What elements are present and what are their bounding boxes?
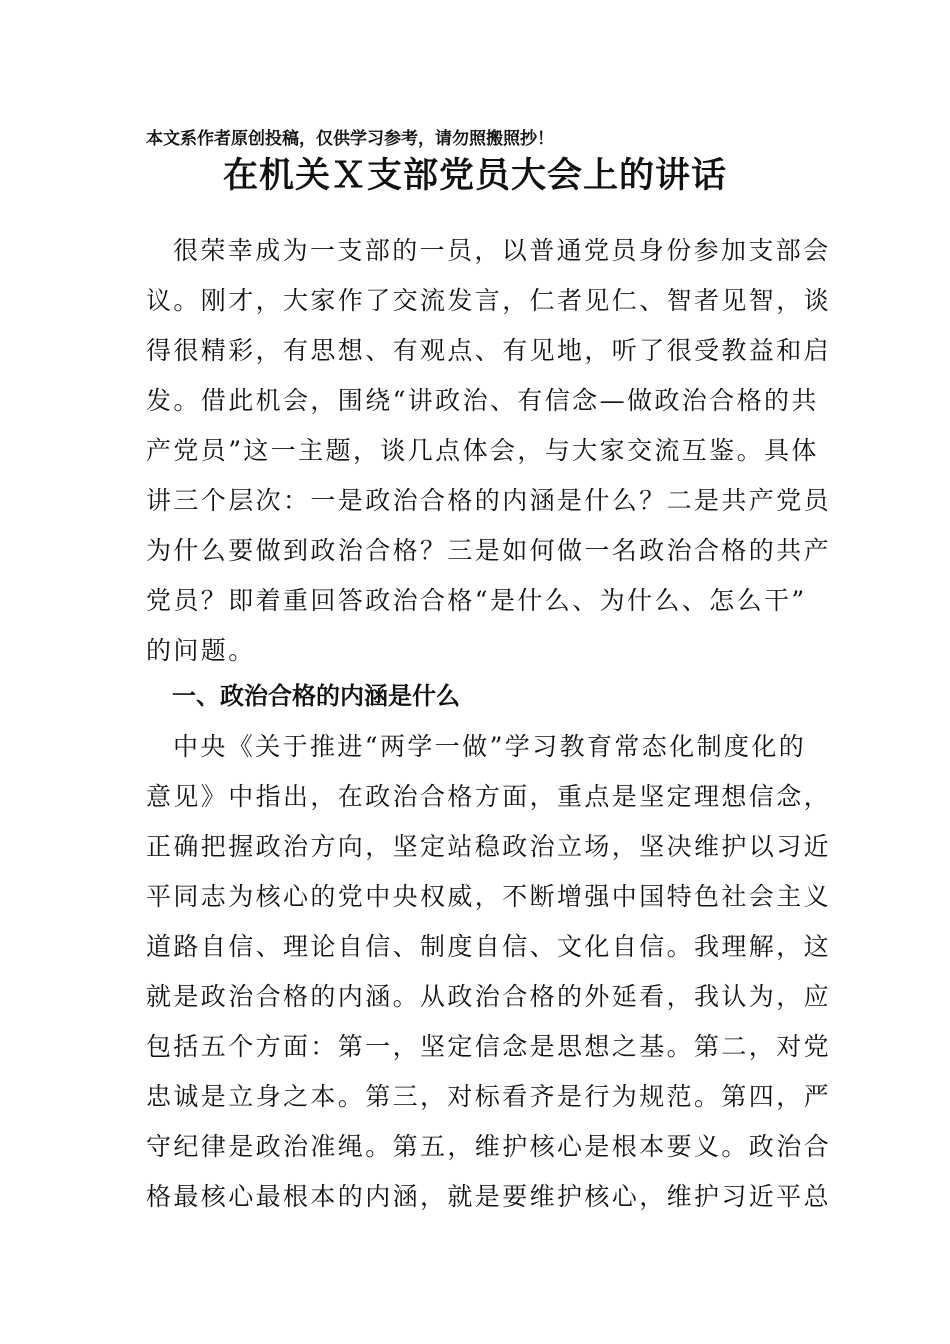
text-line: 议。刚才，大家作了交流发言，仁者见仁、智者见智，谈	[146, 286, 832, 315]
text-line: 意见》中指出，在政治合格方面，重点是坚定理想信念，	[146, 782, 832, 811]
text-line: 中央《关于推进“两学一做”学习教育常态化制度化的	[173, 732, 807, 761]
text-line: 忠诚是立身之本。第三，对标看齐是行为规范。第四，严	[146, 1082, 832, 1111]
paragraph-section1	[146, 722, 832, 1222]
paragraph-introduction	[146, 226, 832, 676]
text-line: 为什么要做到政治合格？三是如何做一名政治合格的共产	[146, 536, 832, 565]
copyright-notice: 本文系作者原创投稿，仅供学习参考，请勿照搬照抄！	[146, 129, 554, 149]
section-heading: 一、政治合格的内涵是什么	[172, 682, 460, 710]
text-line: 道路自信、理论自信、制度自信、文化自信。我理解，这	[146, 932, 832, 961]
text-line: 发。借此机会，围绕“讲政治、有信念—做政治合格的共	[146, 386, 819, 415]
text-line: 产党员”这一主题，谈几点体会，与大家交流互鉴。具体	[146, 436, 819, 465]
text-line: 正确把握政治方向，坚定站稳政治立场，坚决维护以习近	[146, 832, 832, 861]
text-line: 守纪律是政治准绳。第五，维护核心是根本要义。政治合	[146, 1132, 832, 1161]
text-line: 党员？即着重回答政治合格“是什么、为什么、怎么干”	[146, 586, 807, 615]
document-title: 在机关Ｘ支部党员大会上的讲话	[222, 155, 727, 196]
text-line: 就是政治合格的内涵。从政治合格的外延看，我认为，应	[146, 982, 832, 1011]
text-line: 平同志为核心的党中央权威，不断增强中国特色社会主义	[146, 882, 832, 911]
text-line: 包括五个方面：第一，坚定信念是思想之基。第二，对党	[146, 1032, 832, 1061]
text-line: 的问题。	[146, 636, 256, 665]
text-line: 讲三个层次：一是政治合格的内涵是什么？二是共产党员	[146, 486, 832, 515]
text-line: 格最核心最根本的内涵，就是要维护核心，维护习近平总	[146, 1182, 832, 1211]
text-line: 很荣幸成为一支部的一员，以普通党员身份参加支部会	[173, 236, 831, 265]
text-line: 得很精彩，有思想、有观点、有见地，听了很受教益和启	[146, 336, 832, 365]
